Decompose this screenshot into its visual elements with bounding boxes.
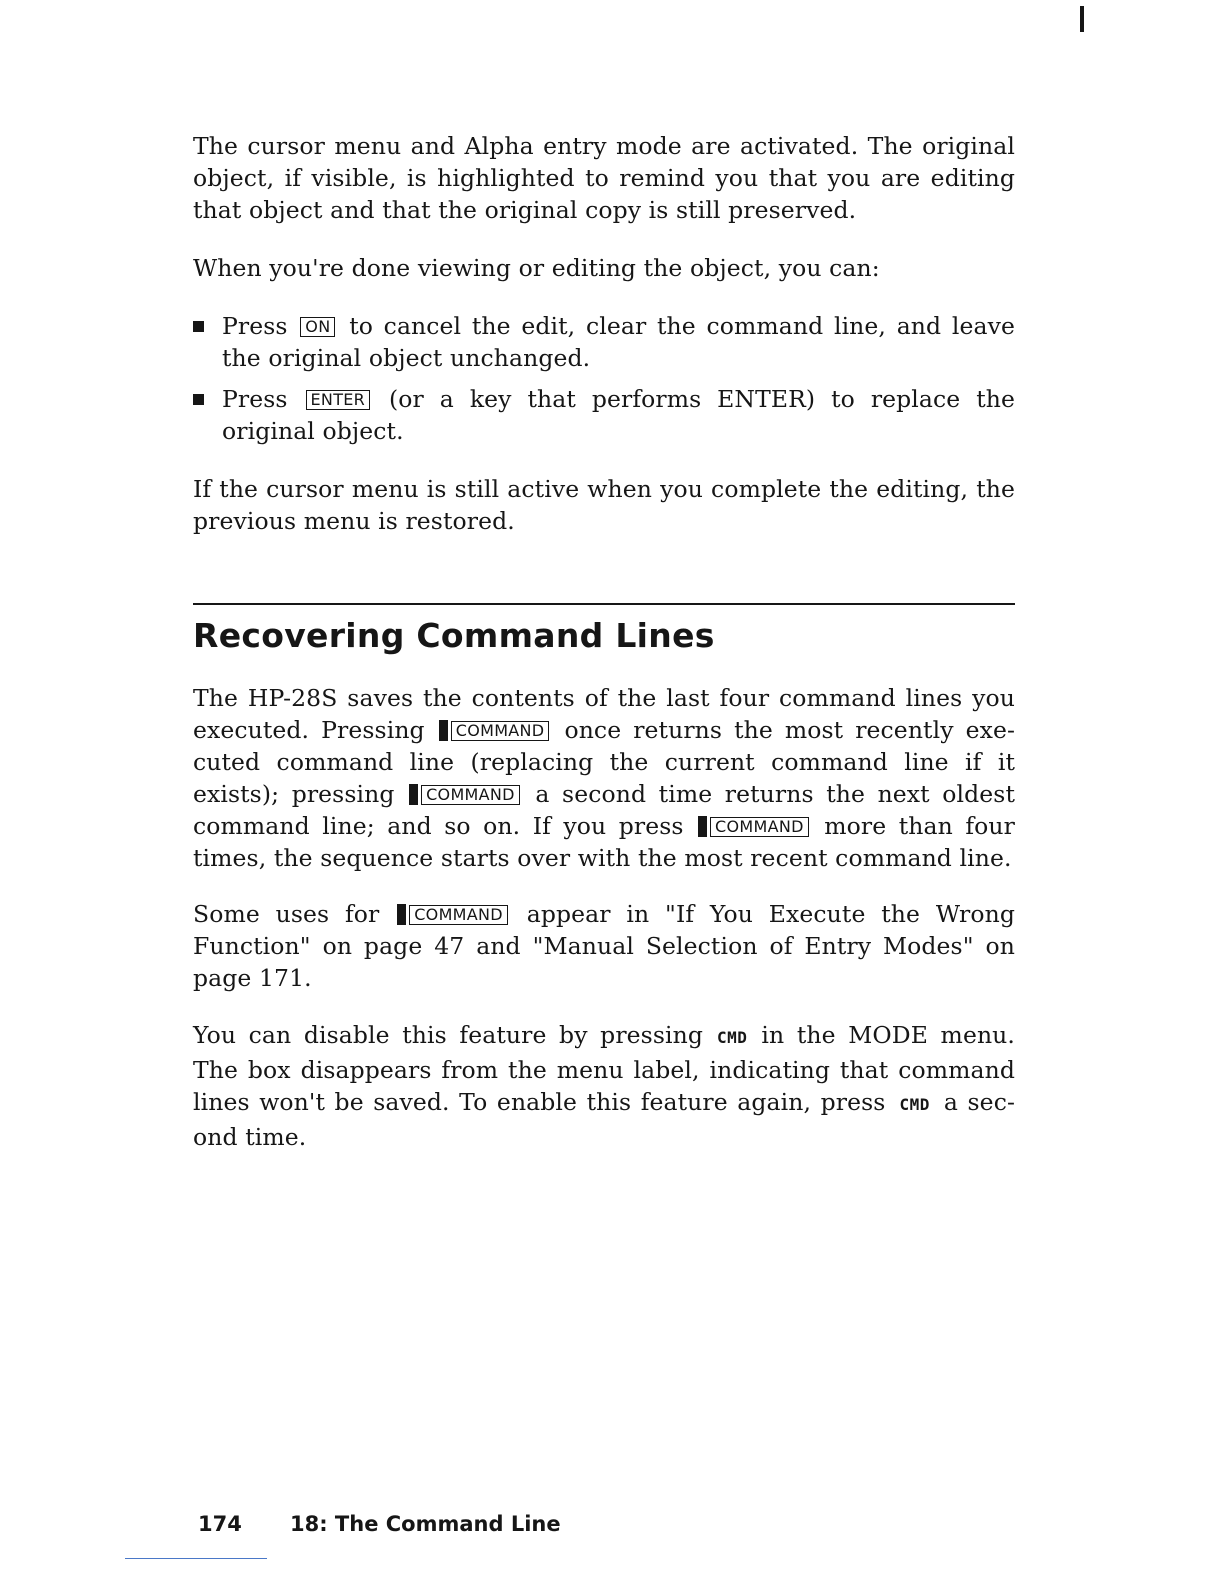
page-number: 174 <box>198 1512 242 1536</box>
recovery-paragraph: The HP-28S saves the contents of the last four command lines you executed. Pressing COMMAND once returns the most recently exe-cuted command line (replacing the current command line if it exists); pressing COMMAND a second time returns the next oldest command line; and so on. If you press COMMAND more than four times, the sequence starts over with the most recent command line. <box>193 684 1015 872</box>
shift-key-icon <box>698 816 707 837</box>
section-divider <box>193 603 1015 605</box>
cursor-menu-paragraph: If the cursor menu is still active when you complete the editing, the previous menu is restored. <box>193 475 1015 535</box>
margin-bar <box>1080 6 1084 32</box>
uses-paragraph: Some uses for COMMAND appear in "If You Execute the Wrong Function" on page 47 and "Manual Selection of Entry Modes" on page 171. <box>193 900 1016 992</box>
on-key-icon: ON <box>300 317 335 337</box>
bullet-text: Press ON to cancel the edit, clear the command line, and leave the original object unchanged. <box>222 312 1016 372</box>
command-key-icon: COMMAND <box>451 721 550 741</box>
chapter-title: 18: The Command Line <box>290 1512 561 1536</box>
section-heading: Recovering Command Lines <box>193 616 715 655</box>
disable-paragraph: You can disable this feature by pressing CMD in the MODE menu. The box disappears from the menu label, indicating that command lines won't be saved. To enable this feature again, press CMD a sec-ond time. <box>193 1021 1015 1151</box>
command-key-icon: COMMAND <box>710 817 809 837</box>
shift-key-icon <box>409 784 418 805</box>
bullet-text: Press ENTER (or a key that performs ENTER) to replace the original object. <box>222 385 1016 445</box>
shift-key-icon <box>439 720 448 741</box>
command-key-icon: COMMAND <box>409 905 508 925</box>
scan-edge-line <box>125 1558 267 1559</box>
page-footer <box>198 1509 561 1539</box>
bullet-icon <box>193 394 204 405</box>
intro-text: The cursor menu and Alpha entry mode are activated. The original object, if visible, is highlighted to remind you that you are editing that object and that the original copy is still preserved. <box>193 132 1015 224</box>
options-intro-text: When you're done viewing or editing the object, you can: <box>193 254 880 282</box>
bullet-icon <box>193 321 204 332</box>
options-intro-paragraph <box>193 252 1015 284</box>
intro-paragraph <box>193 130 1015 226</box>
enter-key-icon: ENTER <box>306 390 371 410</box>
command-key-icon: COMMAND <box>421 785 520 805</box>
cmd-menu-label: CMD <box>716 1028 748 1047</box>
shift-key-icon <box>397 904 406 925</box>
cmd-menu-label: CMD <box>899 1095 930 1114</box>
